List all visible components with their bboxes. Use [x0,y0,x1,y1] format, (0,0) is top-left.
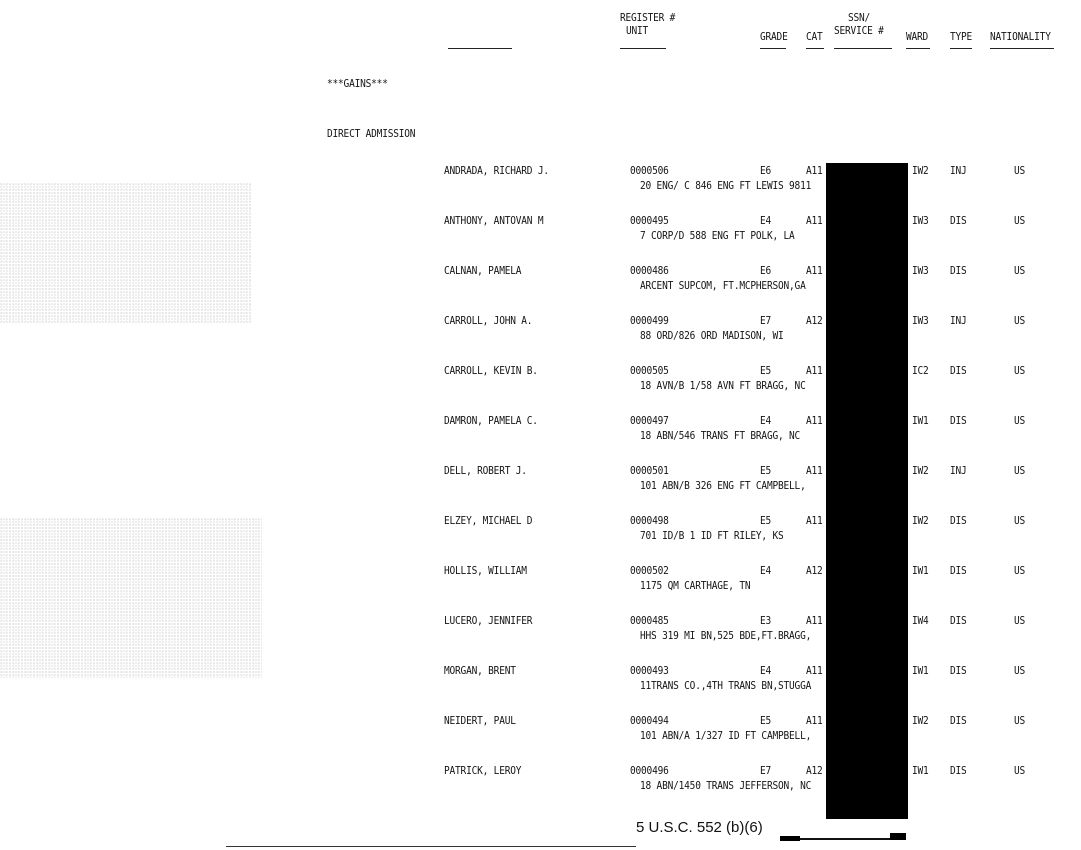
type-value: DIS [950,365,967,378]
unit-value: 701 ID/B 1 ID FT RILEY, KS [640,530,784,543]
register-number: 0000493 [630,665,669,678]
nationality-value: US [1014,765,1026,778]
direct-admission-label: DIRECT ADMISSION [327,128,416,141]
register-number: 0000498 [630,515,669,528]
cat-value: A11 [806,465,823,478]
unit-value: 18 ABN/546 TRANS FT BRAGG, NC [640,430,801,443]
table-row [0,615,1081,665]
patient-name: ELZEY, MICHAEL D [444,515,533,528]
type-value: DIS [950,515,967,528]
nationality-value: US [1014,465,1026,478]
nationality-value: US [1014,365,1026,378]
type-value: DIS [950,615,967,628]
ward-value: IW3 [912,215,929,228]
unit-value: 11TRANS CO.,4TH TRANS BN,STUGGA [640,680,812,693]
table-row [0,465,1081,515]
patient-name: LUCERO, JENNIFER [444,615,533,628]
ssn-header [834,12,884,37]
foia-exemption-note: 5 U.S.C. 552 (b)(6) [636,819,763,836]
bottom-rule-mark-right [890,833,906,840]
nationality-value: US [1014,215,1026,228]
ward-value: IW2 [912,515,929,528]
cat-value: A11 [806,215,823,228]
unit-value: 1175 QM CARTHAGE, TN [640,580,751,593]
unit-value: 7 CORP/D 588 ENG FT POLK, LA [640,230,795,243]
cat-value: A11 [806,365,823,378]
nationality-value: US [1014,265,1026,278]
grade-value: E4 [760,215,772,228]
grade-value: E6 [760,265,772,278]
unit-value: 20 ENG/ C 846 ENG FT LEWIS 9811 [640,180,812,193]
type-value: DIS [950,215,967,228]
table-row [0,265,1081,315]
type-value: DIS [950,265,967,278]
unit-value: HHS 319 MI BN,525 BDE,FT.BRAGG, [640,630,812,643]
grade-value: E5 [760,515,772,528]
unit-value: 18 ABN/1450 TRANS JEFFERSON, NC [640,780,812,793]
patient-name: HOLLIS, WILLIAM [444,565,527,578]
cat-value: A12 [806,315,823,328]
nationality-value: US [1014,315,1026,328]
nationality-value: US [1014,415,1026,428]
register-number: 0000505 [630,365,669,378]
patient-name: CARROLL, KEVIN B. [444,365,538,378]
register-number: 0000494 [630,715,669,728]
register-header-label: REGISTER # [620,12,676,25]
grade-value: E5 [760,465,772,478]
ssn-redaction-block [826,163,908,819]
cat-value: A11 [806,615,823,628]
register-number: 0000502 [630,565,669,578]
cat-value: A11 [806,515,823,528]
register-header [620,12,675,37]
patient-name: ANDRADA, RICHARD J. [444,165,549,178]
table-row [0,515,1081,565]
register-number: 0000506 [630,165,669,178]
table-row [0,765,1081,815]
unit-value: ARCENT SUPCOM, FT.MCPHERSON,GA [640,280,806,293]
ward-value: IW1 [912,415,929,428]
grade-value: E4 [760,665,772,678]
nationality-value: US [1014,615,1026,628]
unit-header-label: UNIT [626,24,649,38]
bottom-rule [226,846,636,847]
register-header-rule [620,48,666,49]
cat-value: A12 [806,765,823,778]
cat-value: A11 [806,415,823,428]
nationality-value: US [1014,715,1026,728]
cat-value: A12 [806,565,823,578]
table-row [0,665,1081,715]
type-value: INJ [950,465,967,478]
gains-section-label: ***GAINS*** [327,78,388,91]
patient-name: MORGAN, BRENT [444,665,516,678]
register-number: 0000501 [630,465,669,478]
table-row [0,365,1081,415]
grade-value: E5 [760,365,772,378]
nationality-header-rule [990,48,1054,49]
ward-header: WARD [906,31,929,44]
patient-name: ANTHONY, ANTOVAN M [444,215,544,228]
patient-name: NEIDERT, PAUL [444,715,516,728]
ward-header-rule [906,48,930,49]
nationality-value: US [1014,665,1026,678]
patient-name: DELL, ROBERT J. [444,465,527,478]
ward-value: IW2 [912,165,929,178]
patient-name: CALNAN, PAMELA [444,265,522,278]
patient-name: CARROLL, JOHN A. [444,315,533,328]
register-number: 0000495 [630,215,669,228]
grade-value: E3 [760,615,772,628]
register-number: 0000486 [630,265,669,278]
table-row [0,715,1081,765]
table-row [0,165,1081,215]
cat-value: A11 [806,665,823,678]
ward-value: IW1 [912,765,929,778]
cat-value: A11 [806,265,823,278]
nationality-value: US [1014,515,1026,528]
nationality-header: NATIONALITY [990,31,1051,44]
grade-value: E7 [760,315,772,328]
grade-header: GRADE [760,31,788,44]
bottom-rule-mark-left [780,836,800,841]
ward-value: IW2 [912,465,929,478]
unit-value: 18 AVN/B 1/58 AVN FT BRAGG, NC [640,380,806,393]
ward-value: IW2 [912,715,929,728]
ward-value: IW4 [912,615,929,628]
grade-value: E4 [760,415,772,428]
ward-value: IW3 [912,265,929,278]
register-number: 0000485 [630,615,669,628]
register-number: 0000497 [630,415,669,428]
patient-name: DAMRON, PAMELA C. [444,415,538,428]
type-value: INJ [950,315,967,328]
type-value: INJ [950,165,967,178]
table-row [0,415,1081,465]
unit-value: 88 ORD/826 ORD MADISON, WI [640,330,784,343]
ward-value: IW1 [912,565,929,578]
service-header-label: SERVICE # [834,24,884,38]
cat-value: A11 [806,715,823,728]
grade-value: E5 [760,715,772,728]
type-value: DIS [950,665,967,678]
register-number: 0000496 [630,765,669,778]
patient-name: PATRICK, LEROY [444,765,522,778]
cat-header-rule [806,48,824,49]
ward-value: IC2 [912,365,929,378]
nationality-value: US [1014,565,1026,578]
type-value: DIS [950,565,967,578]
grade-header-rule [760,48,786,49]
type-header-rule [950,48,972,49]
nationality-value: US [1014,165,1026,178]
ssn-header-rule [834,48,892,49]
grade-value: E4 [760,565,772,578]
cat-value: A11 [806,165,823,178]
grade-value: E7 [760,765,772,778]
register-number: 0000499 [630,315,669,328]
table-row [0,565,1081,615]
type-value: DIS [950,765,967,778]
name-header-rule [448,48,512,49]
ward-value: IW1 [912,665,929,678]
grade-value: E6 [760,165,772,178]
unit-value: 101 ABN/B 326 ENG FT CAMPBELL, [640,480,806,493]
unit-value: 101 ABN/A 1/327 ID FT CAMPBELL, [640,730,812,743]
type-value: DIS [950,415,967,428]
ssn-header-label: SSN/ [848,12,871,25]
type-value: DIS [950,715,967,728]
type-header: TYPE [950,31,973,44]
table-row [0,315,1081,365]
ward-value: IW3 [912,315,929,328]
cat-header: CAT [806,31,823,44]
table-row [0,215,1081,265]
